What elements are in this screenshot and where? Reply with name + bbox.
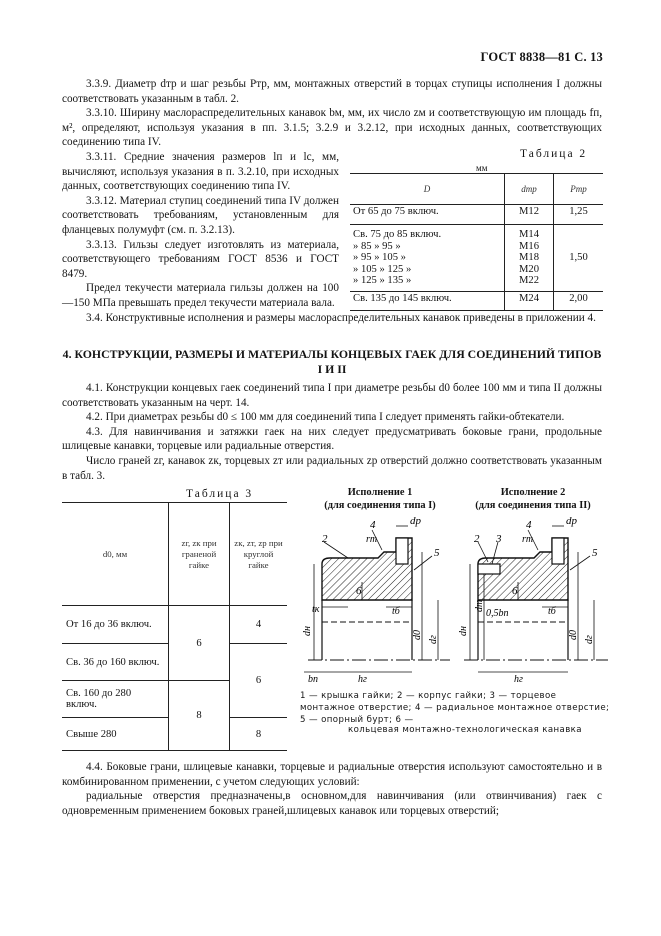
t2-cell-group [505,225,554,292]
t2-line: Св. 75 до 85 включ. [353,229,442,240]
table2-header [350,174,603,205]
fig1-subtitle: (для соединения типа I) [324,500,436,511]
fig2-title: Исполнение 2 [500,487,566,498]
para-3-3-12: 3.3.12. Материал ступиц соединений типа IV должен соответствовать требованиям, установленным для фланцевых полумуфт (см. п. 3.2.13). [62,194,339,236]
table3-header [62,503,287,606]
fig2-label-dp: dp [566,515,577,527]
table-row [62,606,287,644]
para-4-4: 4.4. Боковые грани, шлицевые канавки, торцевые и радиальные отверстия используют самостоятельно и в комбинированном применении, с учетом следующих условий: [62,761,602,788]
t3-h-a: zг, zк при граненой гайке [169,503,230,606]
t2-cell: От 65 до 75 включ. [350,205,505,225]
paragraphs-bottom [62,760,602,818]
fig2-label-rt: rт [522,534,534,545]
t2-cell: 2,00 [554,291,604,310]
t2-cell: M12 [505,205,554,225]
t2-line: » 105 » 125 » [353,263,412,275]
t3-cell: Свыше 280 [62,718,169,751]
paragraph-3-4 [62,311,602,326]
fig1-label-4: 4 [370,519,376,531]
para-3-3-13: 3.3.13. Гильзы следует изготовлять из материала, соответствующего требованиям ГОСТ 8536 и ГОСТ 8479. [62,238,339,280]
fig1-label-dp: dp [410,515,421,527]
axial-hole-2 [478,564,500,574]
section-title: 4. КОНСТРУКЦИИ, РАЗМЕРЫ И МАТЕРИАЛЫ КОНЦЕВЫХ ГАЕК ДЛЯ СОЕДИНЕНИЙ ТИПОВ I И II [62,347,602,376]
figure-legend: 1 — крышка гайки; 2 — корпус гайки; 3 — торцевое монтажное отверстие; 4 — радиальное монтажное отверстие; 5 — опорный бурт; 6 — [300,691,610,725]
fig1-label-dn: dн [302,626,313,636]
t3-cell: 6 [169,606,230,681]
fig2-label-dg: dг [584,635,595,644]
thread-hole-1 [396,538,408,564]
para-3-3-9: 3.3.9. Диаметр dтр и шаг резьбы Pтр, мм, монтажных отверстий в торцах ступицы исполнения I должны соответствовать указанным в табл. 2. [62,78,602,105]
table2-unit: мм [476,163,488,173]
t2-line: » 125 » 135 » [353,275,412,286]
t3-h-b: zк, zт, zр при круглой гайке [230,503,288,606]
fig1-label-d0: d0 [412,630,423,640]
table-row-group [350,225,603,292]
para-4-3: 4.3. Для навинчивания и затяжки гаек на них следует предусматривать боковые грани, продольные шлицевые канавки, торцевые или радиальные отверстия. [62,425,602,453]
fig2-label-b05: 0,5bп [486,608,509,619]
para-3-3-10: 3.3.10. Ширину маслораспределительных канавок bм, мм, их число zм и соответствующую им площадь fп, м², определяют, используя указания в пп. 3.1.5; 3.2.9 и 3.2.12, при исходных данных, соответствующих соединению типа IV. [62,107,602,149]
fig1-label-tk: tк [312,604,320,615]
t2-h-d: D [350,174,505,205]
fig2-label-3: 3 [496,533,502,545]
fig2-label-2: 2 [474,533,480,545]
para-radial: радиальные отверстия предназначены,в основном,для навинчивания (или отвинчивания) гаек с одновременным применением боковых граней,шлицевых канавок или торцевых отверстий; [62,790,602,817]
t2-cell: Св. 135 до 145 включ. [350,291,505,310]
t2-line: » 95 » 105 » [353,252,406,263]
t2-line: M20 [518,263,539,275]
t2-cell: 1,25 [554,205,604,225]
t2-line: M22 [518,275,539,286]
t3-h-d: d0, мм [62,503,169,606]
fig2-label-hg: hг [514,674,523,685]
t2-cell-group [350,225,505,292]
thread-hole-2 [552,538,564,564]
table-3 [62,502,287,751]
table-row [350,205,603,225]
paragraphs-left [62,150,339,311]
t3-cell: 4 [230,606,288,644]
fig2-label-tb: tб [548,606,556,617]
figure-caption-1 [305,486,455,512]
fig1-label-2: 2 [322,533,328,545]
fig1-label-6: 6 [356,585,362,597]
t3-cell: 6 [230,644,288,718]
para-3-3-11: 3.3.11. Средние значения размеров lп и lс, мм, вычисляют, используя указания в п. 3.2.10, при исходных данных, соответствующих соединению типа IV. [62,151,339,193]
fig2-label-4: 4 [526,519,532,531]
page-header: ГОСТ 8838—81 С. 13 [480,50,603,64]
t2-line: M14 [518,229,539,240]
paragraphs-top [62,77,602,150]
fig2-label-d0: d0 [568,630,579,640]
figure-caption-2 [458,486,608,512]
t2-line: M18 [518,252,539,263]
fig1-label-5: 5 [434,547,440,559]
t2-h-ptr: Pтр [554,174,604,205]
paragraphs-sec4 [62,381,602,483]
t3-cell: 8 [169,681,230,751]
table2-caption: Таблица 2 [520,148,588,160]
fig1-label-hg: hг [358,674,367,685]
para-yield: Предел текучести материала гильзы должен на 100—150 МПа превышать предел текучести материала вала. [62,282,339,309]
table3-caption: Таблица 3 [186,488,254,500]
fig2-label-dt: dт [474,599,485,612]
table-row [350,291,603,310]
t3-cell: 8 [230,718,288,751]
para-3-4: 3.4. Конструктивные исполнения и размеры маслораспределительных канавок приведены в приложении 4. [86,312,596,324]
fig2-label-6: 6 [512,585,518,597]
t3-cell: От 16 до 36 включ. [62,606,169,644]
figure-execution-1 [300,512,458,688]
fig1-label-dg: dг [428,635,439,644]
table-2 [350,173,603,311]
fig1-label-rt: rт [366,534,378,545]
t2-cell: M24 [505,291,554,310]
fig1-label-bp: bп [308,674,318,685]
fig2-label-dn: dн [458,626,469,636]
para-4-3b: Число граней zг, канавок zк, торцевых zт или радиальных zр отверстий должно соответствовать указанным в табл. 3. [62,454,602,482]
figure-execution-2 [456,512,616,688]
fig1-label-tb: tб [392,606,400,617]
fig1-title: Исполнение 1 [347,487,413,498]
figure-legend-cont: кольцевая монтажно-технологическая канавка [348,725,582,735]
t2-line: M16 [518,240,539,252]
t2-cell: 1,50 [554,225,604,292]
t2-line: » 85 » 95 » [353,240,401,252]
t3-cell: Св. 160 до 280 включ. [62,681,169,718]
fig2-label-5: 5 [592,547,598,559]
t2-h-dtr: dтр [505,174,554,205]
para-4-1: 4.1. Конструкции концевых гаек соединений типа I при диаметре резьбы d0 более 100 мм и типа II должны соответствовать указанным на черт. 14. [62,382,602,409]
fig2-subtitle: (для соединения типа II) [475,500,591,511]
para-4-2: 4.2. При диаметрах резьбы d0 ≤ 100 мм для соединений типа I следует применять гайки-обтекатели. [86,411,565,424]
t3-cell: Св. 36 до 160 включ. [62,644,169,681]
